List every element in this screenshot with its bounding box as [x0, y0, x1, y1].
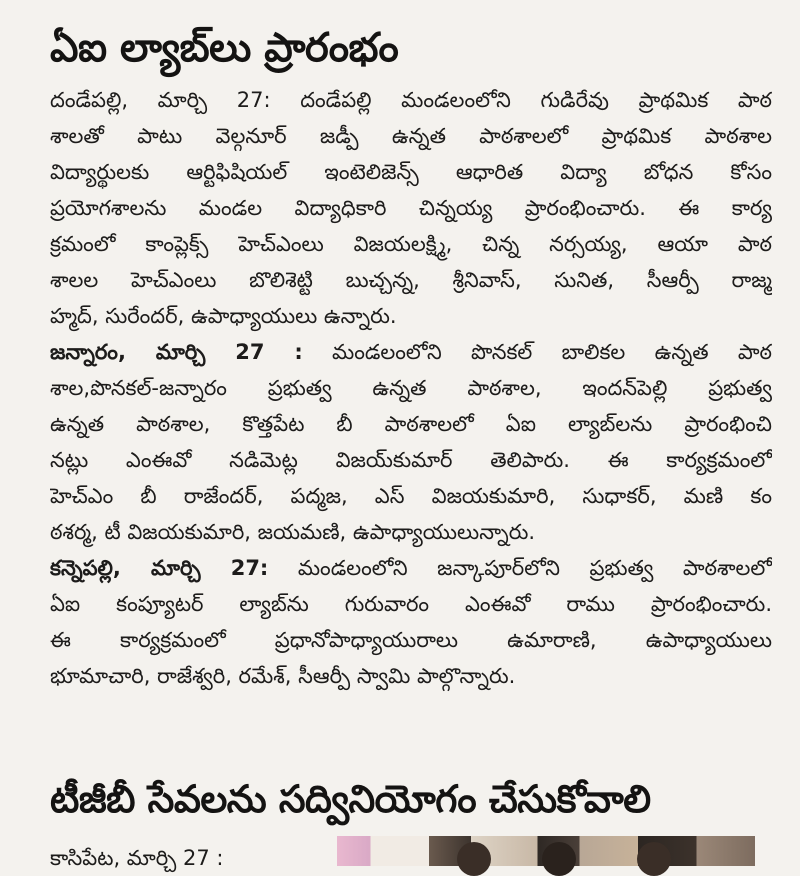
text-line: శాల,పొనకల్-జన్నారం ప్రభుత్వ ఉన్నత పాఠశాల, ఇందన్‌పెల్లి ప్రభుత్వ	[50, 376, 772, 400]
article-paragraph-jannaram	[50, 334, 772, 550]
text-line	[50, 82, 772, 118]
next-article-headline: టీజీబీ సేవలను సద్వినియోగం చేసుకోవాలి	[50, 777, 651, 821]
article-paragraph-kannepalli	[50, 550, 772, 694]
text-line	[50, 334, 772, 370]
person-head-shape	[637, 842, 671, 876]
article-body	[50, 82, 772, 694]
article-headline: ఏఐ ల్యాబ్‌లు ప్రారంభం	[50, 25, 399, 71]
text-line	[50, 550, 772, 586]
dateline: దండేపల్లి, మార్చి 27:	[50, 88, 271, 112]
text-line: భూమాచారి, రాజేశ్వరి, రమేశ్, సీఆర్పీ స్వామి పాల్గొన్నారు.	[50, 664, 516, 688]
article-paragraph-dandepalli	[50, 82, 772, 334]
text-line: హెచ్ఎం బీ రాజేందర్, పద్మజ, ఎస్ విజయకుమారి, సుధాకర్, మణి కం	[50, 484, 772, 508]
dateline: జన్నారం, మార్చి 27 :	[50, 340, 303, 364]
text-line: ఈ కార్యక్రమంలో ప్రధానోపాధ్యాయురాలు ఉమారాణి, ఉపాధ్యాయులు	[50, 628, 772, 652]
text-line: ఠశర్మ, టీ విజయకుమారి, జయమణి, ఉపాధ్యాయులున్నారు.	[50, 520, 536, 544]
text-span: దండేపల్లి మండలంలోని గుడిరేవు ప్రాథమిక పాఠ	[270, 88, 772, 112]
next-article-dateline: కాసిపేట, మార్చి 27 :	[50, 846, 224, 870]
text-line: విద్యార్థులకు ఆర్టిఫిషియల్ ఇంటెలిజెన్స్ ఆధారిత విద్యా బోధన కోసం	[50, 160, 772, 184]
article-photo	[337, 836, 755, 866]
cropped-previous-article-line	[40, 0, 780, 8]
text-line: శాలల హెచ్ఎంలు బొలిశెట్టి బుచ్చన్న, శ్రీనివాస్, సునిత, సీఆర్పీ రాజ్మ	[50, 268, 772, 292]
person-head-shape	[457, 842, 491, 876]
text-line: శాలతో పాటు వెల్గనూర్ జడ్పీ ఉన్నత పాఠశాలలో ప్రాథమిక పాఠశాల	[50, 124, 772, 148]
dateline: కన్నెపల్లి, మార్చి 27:	[50, 556, 269, 580]
text-span: మండలంలోని జన్కాపూర్‌లోని ప్రభుత్వ పాఠశాలలో	[268, 556, 772, 580]
text-line: క్రమంలో కాంప్లెక్స్ హెచ్ఎంలు విజయలక్ష్మి, చిన్న నర్సయ్య, ఆయా పాఠ	[50, 232, 772, 256]
person-head-shape	[542, 842, 576, 876]
text-line: ఏఐ కంప్యూటర్ ల్యాబ్‌ను గురువారం ఎంఈవో రాము ప్రారంభించారు.	[50, 592, 772, 616]
text-line: హ్మద్, సురేందర్, ఉపాధ్యాయులు ఉన్నారు.	[50, 304, 397, 328]
text-line: ప్రయోగశాలను మండల విద్యాధికారి చిన్నయ్య ప్రారంభించారు. ఈ కార్య	[50, 196, 772, 220]
text-line: ఉన్నత పాఠశాల, కొత్తపేట బీ పాఠశాలలో ఏఐ ల్యాబ్‌లను ప్రారంభించి	[50, 412, 772, 436]
text-span: మండలంలోని పొనకల్ బాలికల ఉన్నత పాఠ	[302, 340, 772, 364]
text-line: నట్లు ఎంఈవో నడిమెట్ల విజయ్‌కుమార్ తెలిపారు. ఈ కార్యక్రమంలో	[50, 448, 772, 472]
